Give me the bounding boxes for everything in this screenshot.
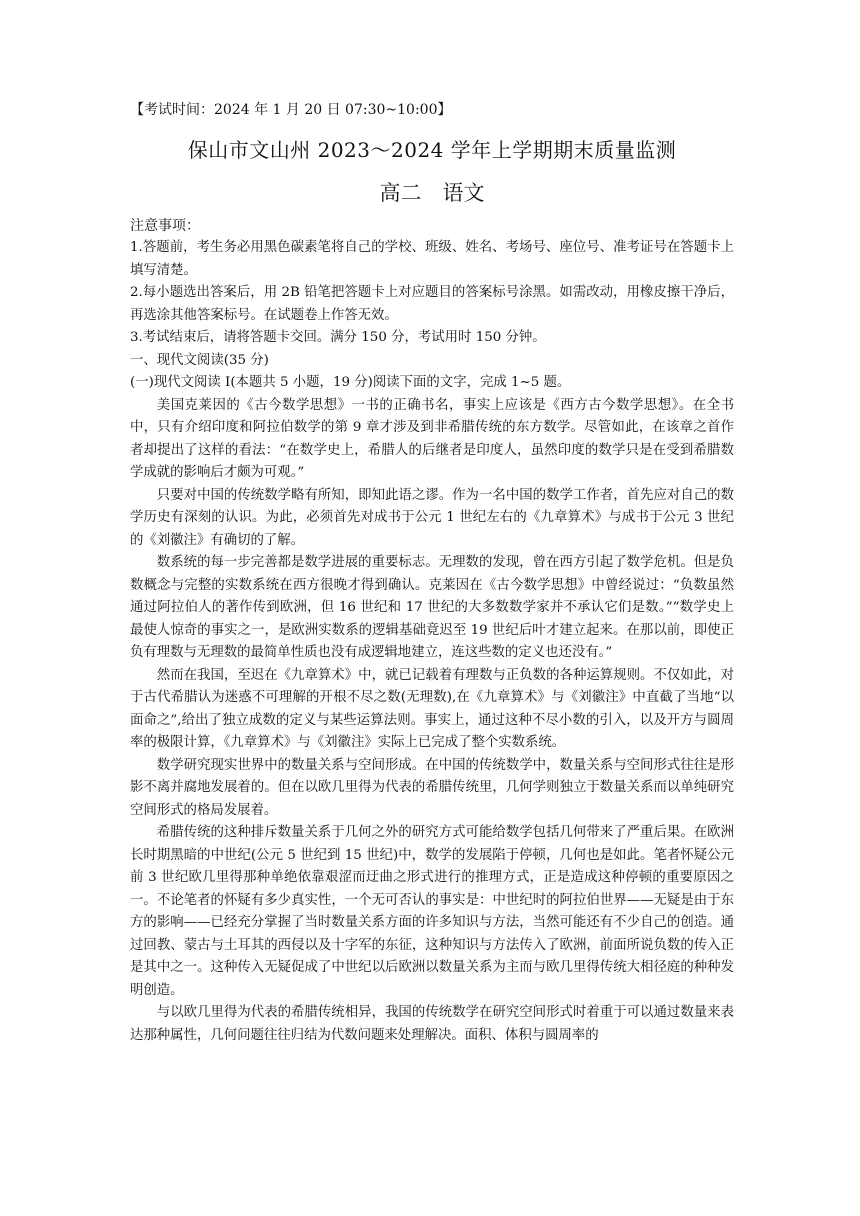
note-item: 2.每小题选出答案后，用 2B 铅笔把答题卡上对应题目的答案标号涂黑。如需改动，用橡皮擦干净后，再选涂其他答案标号。在试题卷上作答无效。 bbox=[130, 285, 734, 323]
passage-paragraph: 只要对中国的传统数学略有所知，即知此语之谬。作为一名中国的数学工作者，首先应对自己的数学历史有深刻的认识。为此，必须首先对成书于公元 1 世纪左右的《九章算术》与成书于公元 3 世纪的《刘徽注》有确切的了解。 bbox=[130, 487, 734, 548]
passage-paragraph: 然而在我国，至迟在《九章算术》中，就已记载着有理数与正负数的各种运算规则。不仅如此，对于古代希腊认为迷惑不可理解的开根不尽之数(无理数),在《九章算术》与《刘徽注》中直截了当地“以面命之”,给出了独立成数的定义与某些运算法则。事实上，通过这种不尽小数的引入，以及开方与圆周率的极限计算，《九章算术》与《刘徽注》实际上已完成了整个实数系统。 bbox=[130, 667, 734, 750]
section-subheading: (一)现代文阅读 I(本题共 5 小题，19 分)阅读下面的文字，完成 1~5 题。 bbox=[130, 375, 571, 390]
note-item: 1.答题前，考生务必用黑色碳素笔将自己的学校、班级、姓名、考场号、座位号、准考证号在答题卡上填写清楚。 bbox=[130, 240, 734, 278]
passage-paragraph: 与以欧几里得为代表的希腊传统相异，我国的传统数学在研究空间形式时着重于可以通过数量来表达那种属性，几何问题往往归结为代数问题来处理解决。面积、体积与圆周率的 bbox=[130, 1005, 734, 1043]
notes-heading: 注意事项： bbox=[130, 218, 200, 234]
exam-title: 保山市文山州 2023～2024 学年上学期期末质量监测 bbox=[187, 138, 677, 162]
passage-paragraph: 数系统的每一步完善都是数学进展的重要标志。无理数的发现，曾在西方引起了数学危机。但是负数概念与完整的实数系统在西方很晚才得到确认。克莱因在《古今数学思想》中曾经说过：“负数虽然通过阿拉伯人的著作传到欧洲，但 16 世纪和 17 世纪的大多数数学家并不承认它们是数。”“数学史上最使人惊奇的事实之一，是欧洲实数系的逻辑基础竟迟至 19 世纪后叶才建立起来。在那以前，即使正负有理数与无理数的最简单性质也没有成逻辑地建立，连这些数的定义也还没有。” bbox=[130, 555, 734, 660]
exam-subtitle: 高二 语文 bbox=[379, 181, 485, 205]
passage-paragraph: 希腊传统的这种排斥数量关系于几何之外的研究方式可能给数学包括几何带来了严重后果。在欧洲长时期黑暗的中世纪(公元 5 世纪到 15 世纪)中，数学的发展陷于停顿，几何也是如此。笔者怀疑公元前 3 世纪欧几里得那种单绝依靠艰涩而迂曲之形式进行的推理方式，正是造成这种停顿的重要原因之一。不论笔者的怀疑有多少真实性，一个无可否认的事实是：中世纪时的阿拉伯世界——无疑是由于东方的影响——已经充分掌握了当时数量关系方面的许多知识与方法，当然可能还有不少自己的创造。通过回教、蒙古与土耳其的西侵以及十字军的东征，这种知识与方法传入了欧洲，前面所说负数的传入正是其中之一。这种传入无疑促成了中世纪以后欧洲以数量关系为主而与欧几里得传统大相径庭的种种发明创造。 bbox=[130, 825, 734, 998]
exam-page bbox=[130, 100, 734, 1047]
passage-paragraph: 数学研究现实世界中的数量关系与空间形成。在中国的传统数学中，数量关系与空间形式往往是形影不离并腐地发展着的。但在以欧几里得为代表的希腊传统里，几何学则独立于数量关系而以单纯研究空间形式的格局发展着。 bbox=[130, 757, 734, 818]
note-item: 3.考试结束后，请将答题卡交回。满分 150 分，考试用时 150 分钟。 bbox=[130, 330, 546, 345]
section-heading: 一、现代文阅读(35 分) bbox=[130, 352, 269, 368]
exam-time: 【考试时间：2024 年 1 月 20 日 07:30~10:00】 bbox=[130, 102, 452, 118]
passage-paragraph: 美国克莱因的《古今数学思想》一书的正确书名，事实上应该是《西方古今数学思想》。在全书中，只有介绍印度和阿拉伯数学的第 9 章才涉及到非希腊传统的东方数学。尽管如此，在该章之首作者却提出了这样的看法：“在数学史上，希腊人的后继者是印度人，虽然印度的数学只是在受到希腊数学成就的影响后才颇为可观。” bbox=[130, 397, 734, 480]
